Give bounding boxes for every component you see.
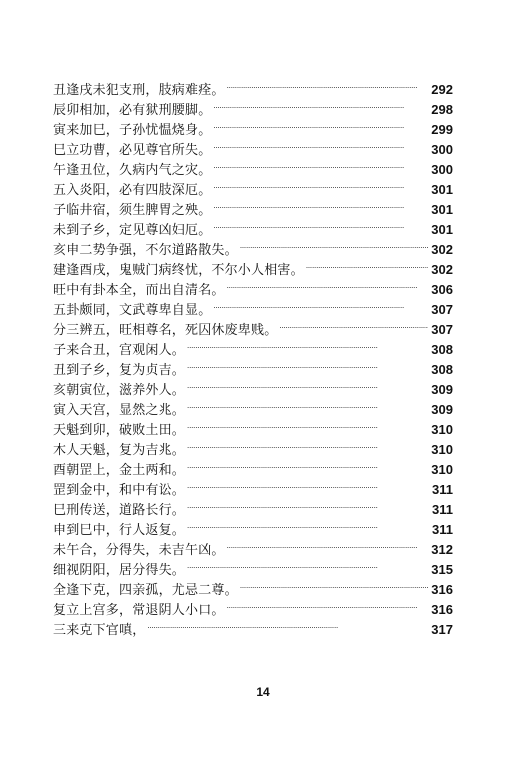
- toc-dot-leader: [213, 214, 428, 234]
- toc-entry-title: 天魁到卯，破败土田。: [53, 423, 186, 438]
- toc-dot-leader: [306, 254, 428, 274]
- toc-entry-title: 丑到子乡，复为贞吉。: [53, 363, 186, 378]
- toc-dot-leader: [187, 374, 428, 394]
- toc-dot-leader: [213, 194, 428, 214]
- toc-entry-page: 300: [431, 142, 453, 157]
- toc-entry-title: 复立上宫多，常退阴人小口。: [53, 603, 225, 618]
- toc-entry-page: 315: [431, 562, 453, 577]
- toc-entry-title: 罡到金中，和中有讼。: [53, 483, 186, 498]
- toc-dot-leader: [187, 354, 428, 374]
- toc-entry-page: 310: [431, 462, 453, 477]
- toc-dot-leader: [213, 154, 428, 174]
- toc-entry-page: 301: [431, 202, 453, 217]
- toc-entry-page: 308: [431, 362, 453, 377]
- toc-entry-title: 细视阴阳，居分得失。: [53, 563, 186, 578]
- toc-entry-page: 301: [431, 222, 453, 237]
- toc-entry-title: 五卦颇同，文武尊卑自显。: [53, 303, 212, 318]
- toc-entry-page: 302: [431, 242, 453, 257]
- toc-dot-leader: [213, 134, 428, 154]
- toc-dot-leader: [187, 414, 428, 434]
- toc-entry-title: 未到子乡，定见尊凶妇厄。: [53, 223, 212, 238]
- toc-entry-page: 316: [431, 582, 453, 597]
- toc-entry-page: 312: [431, 542, 453, 557]
- toc-dot-leader: [213, 114, 428, 134]
- table-of-contents: [53, 74, 453, 638]
- toc-entry-title: 木人天魁，复为吉兆。: [53, 443, 186, 458]
- toc-entry-title: 申到巳中，行人返复。: [53, 523, 186, 538]
- toc-entry-page: 310: [431, 442, 453, 457]
- toc-dot-leader: [187, 494, 429, 514]
- toc-entry-title: 亥朝寅位，滋养外人。: [53, 383, 186, 398]
- toc-dot-leader: [187, 334, 428, 354]
- toc-entry-title: 寅来加巳，子孙忧愠烧身。: [53, 123, 212, 138]
- toc-dot-leader: [187, 514, 429, 534]
- toc-dot-leader: [187, 474, 429, 494]
- toc-entry-page: 310: [431, 422, 453, 437]
- toc-dot-leader: [213, 94, 428, 114]
- toc-entry-title: 三来克下官嗔，: [53, 623, 146, 638]
- toc-entry-title: 亥申二势争强，不尔道路散失。: [53, 243, 238, 258]
- toc-entry-page: 316: [431, 602, 453, 617]
- toc-entry-page: 309: [431, 402, 453, 417]
- toc-dot-leader: [279, 314, 428, 334]
- toc-entry-page: 292: [431, 82, 453, 97]
- toc-entry-page: 311: [432, 502, 453, 517]
- toc-dot-leader: [213, 294, 428, 314]
- toc-entry-title: 分三辨五，旺相尊名，死囚休废卑贱。: [53, 323, 278, 338]
- toc-entry-page: 309: [431, 382, 453, 397]
- toc-dot-leader: [227, 594, 429, 614]
- toc-entry-title: 巳刑传送，道路长行。: [53, 503, 186, 518]
- toc-dot-leader: [187, 434, 428, 454]
- toc-dot-leader: [227, 74, 429, 94]
- toc-entry-page: 302: [431, 262, 453, 277]
- toc-entry-page: 311: [432, 522, 453, 537]
- toc-entry-title: 辰卯相加，必有狱刑腰脚。: [53, 103, 212, 118]
- toc-dot-leader: [240, 574, 428, 594]
- toc-entry-page: 298: [431, 102, 453, 117]
- toc-entry-title: 午逢丑位，久病内气之灾。: [53, 163, 212, 178]
- toc-entry-page: 308: [431, 342, 453, 357]
- toc-entry-title: 全逢下克，四亲孤，尤忌二尊。: [53, 583, 238, 598]
- toc-entry-page: 301: [431, 182, 453, 197]
- toc-dot-leader: [227, 274, 429, 294]
- toc-entry-page: 300: [431, 162, 453, 177]
- toc-dot-leader: [147, 614, 428, 634]
- toc-entry-page: 307: [431, 322, 453, 337]
- page-number: 14: [256, 685, 270, 699]
- toc-dot-leader: [227, 534, 429, 554]
- toc-dot-leader: [187, 554, 428, 574]
- toc-entry-title: 旺中有卦本全，而出自清名。: [53, 283, 225, 298]
- toc-entry-title: 子来合丑，宫观闲人。: [53, 343, 186, 358]
- toc-dot-leader: [213, 174, 428, 194]
- toc-entry-title: 丑逢戌未犯支刑，肢病难痊。: [53, 83, 225, 98]
- toc-entry-title: 巳立功曹，必见尊官所失。: [53, 143, 212, 158]
- toc-entry-page: 311: [432, 482, 453, 497]
- toc-dot-leader: [187, 454, 428, 474]
- toc-entry-page: 307: [431, 302, 453, 317]
- toc-dot-leader: [240, 234, 428, 254]
- toc-entry-page: 299: [431, 122, 453, 137]
- toc-entry-title: 未午合，分得失，未吉午凶。: [53, 543, 225, 558]
- toc-dot-leader: [187, 394, 428, 414]
- toc-entry-title: 酉朝罡上，金土两和。: [53, 463, 186, 478]
- toc-entry-title: 建逢酉戌，鬼贼门病终忧，不尔小人相害。: [53, 263, 304, 278]
- toc-entry-title: 子临井宿，须生脾胃之殃。: [53, 203, 212, 218]
- toc-entry-title: 寅入天宫，显然之兆。: [53, 403, 186, 418]
- toc-entry-page: 317: [431, 622, 453, 637]
- toc-entry: [53, 74, 453, 98]
- toc-entry-title: 五入炎阳，必有四肢深厄。: [53, 183, 212, 198]
- toc-entry-page: 306: [431, 282, 453, 297]
